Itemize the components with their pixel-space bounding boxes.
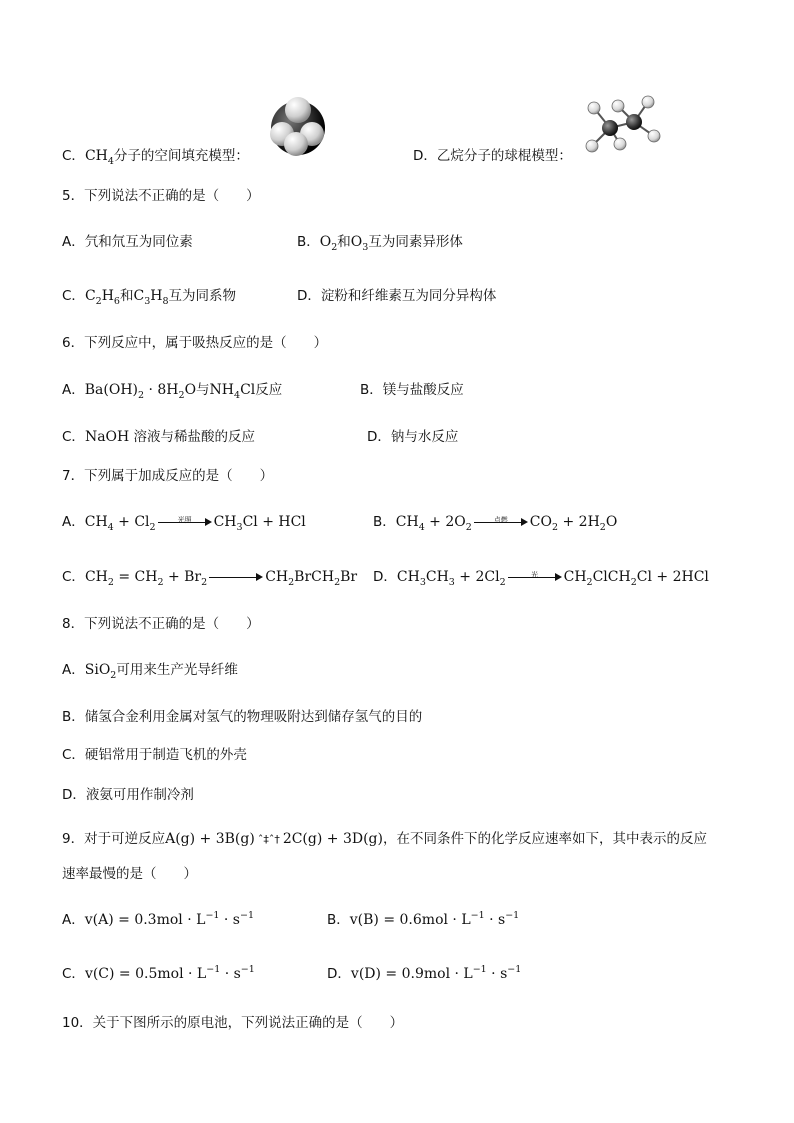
- q5-option-c: C．$C_2H_6$和$C_3H_8$互为同系物: [62, 288, 236, 307]
- q10-stem: 10．关于下图所示的原电池，下列说法正确的是（ ）: [62, 1015, 404, 1031]
- q5-option-d: D．淀粉和纤维素互为同分异构体: [297, 288, 497, 304]
- methane-space-filling-model: [266, 94, 330, 158]
- q5-option-a: A．氕和氘互为同位素: [62, 234, 193, 250]
- q7-stem: 7．下列属于加成反应的是（ ）: [62, 468, 274, 484]
- q5-option-b: B．$O_2$和$O_3$互为同素异形体: [297, 234, 463, 253]
- q6-option-b: B．镁与盐酸反应: [360, 382, 464, 398]
- q8-option-b: B．储氢合金利用金属对氢气的物理吸附达到储存氢气的目的: [62, 709, 423, 725]
- q7-option-c: C．$CH_2 = CH_2 + Br_2$ $CH_2BrCH_2Br$: [62, 569, 358, 588]
- q6-option-a: A．$Ba(OH)_2 \cdot 8H_2O$与$NH_4Cl$反应: [62, 382, 283, 401]
- q8-option-c: C．硬铝常用于制造飞机的外壳: [62, 747, 247, 763]
- q6-stem: 6．下列反应中，属于吸热反应的是（ ）: [62, 335, 328, 351]
- q9-option-b: B．$v(B) = 0.6mol \cdot L^{-1} \cdot s^{-1}$: [327, 910, 520, 928]
- q9-option-d: D．$v(D) = 0.9mol \cdot L^{-1} \cdot s^{-1}$: [327, 964, 522, 982]
- q9-stem: 9．对于可逆反应A(g) + 3B(g) ˆ‡ˆ† 2C(g) + 3D(g)，在不同条件下的化学反应速率如下，其中表示的反应: [62, 831, 707, 847]
- reaction-arrow: 点燃: [474, 514, 528, 528]
- q9-option-a: A．$v(A) = 0.3mol \cdot L^{-1} \cdot s^{-1}$: [62, 910, 255, 928]
- reaction-arrow: 光: [508, 569, 562, 583]
- q7-option-d: D．$CH_3CH_3 + 2Cl_2$ 光 $CH_2ClCH_2Cl + 2HCl$: [373, 569, 709, 588]
- q9-option-c: C．$v(C) = 0.5mol \cdot L^{-1} \cdot s^{-1}$: [62, 964, 255, 982]
- q4-option-d: D．乙烷分子的球棍模型：: [413, 148, 572, 164]
- reaction-arrow: 光照: [158, 514, 212, 528]
- q9-stem-line2: 速率最慢的是（ ）: [62, 866, 197, 882]
- reaction-arrow: [209, 569, 263, 583]
- q6-option-c: C．NaOH 溶液与稀盐酸的反应: [62, 429, 256, 445]
- q8-option-d: D．液氨可用作制冷剂: [62, 787, 194, 803]
- q8-stem: 8．下列说法不正确的是（ ）: [62, 616, 260, 632]
- q5-stem: 5．下列说法不正确的是（ ）: [62, 188, 260, 204]
- q7-option-b: B．$CH_4 + 2O_2$ 点燃 $CO_2 + 2H_2O$: [373, 514, 618, 533]
- ethane-ball-stick-model: [584, 92, 662, 158]
- q8-option-a: A．SiO$_2$可用来生产光导纤维: [62, 662, 238, 681]
- q6-option-d: D．钠与水反应: [367, 429, 459, 445]
- q7-option-a: A．$CH_4 + Cl_2$ 光照 $CH_3Cl$ + HCl: [62, 514, 306, 533]
- q4-option-c: C．$CH_4$分子的空间填充模型：: [62, 148, 249, 167]
